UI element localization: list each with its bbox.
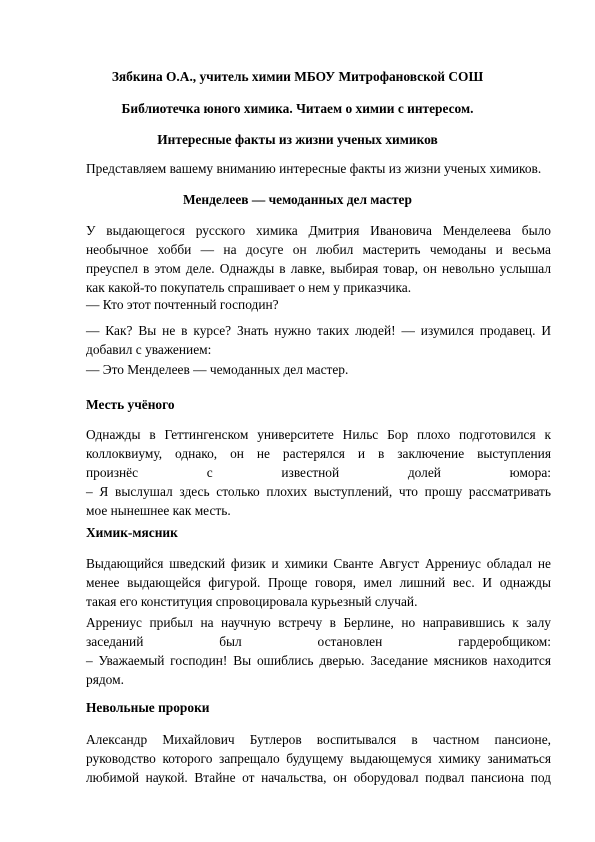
mendeleev-paragraph-4 <box>86 361 551 380</box>
text-line: необычное хобби — на досуге он любил мастерить чемоданы и весьма <box>86 242 551 257</box>
text-line: коллоквиуму, однако, он не растерялся и в заключение выступления <box>86 446 551 461</box>
series-title: Библиотечка юного химика. Читаем о химии с интересом. <box>121 101 474 116</box>
mendeleev-paragraph-1 <box>86 222 551 298</box>
document-title: Интересные факты из жизни ученых химиков <box>157 132 438 147</box>
text-line: Аррениус прибыл на научную встречу в Берлине, но направившись к залу <box>86 615 551 630</box>
text-line: любимой наукой. Втайне от начальства, он оборудовал подвал пансиона под <box>86 770 551 785</box>
text-line: рядом. <box>86 672 124 687</box>
text-line: — Кто этот почтенный господин? <box>86 297 279 312</box>
text-line: — Это Менделеев — чемоданных дел мастер. <box>86 362 349 377</box>
text-line: – Я выслушал здесь столько плохих выступлений, что прошу рассматривать <box>86 484 551 499</box>
section-title-mendeleev: Менделеев — чемоданных дел мастер <box>183 192 412 207</box>
text-line: заседаний был остановлен гардеробщиком: <box>86 634 551 649</box>
text-line: менее выдающейся фигурой. Проще говоря, имел лишний вес. И однажды <box>86 575 551 590</box>
text-line: преуспел в этом деле. Однажды в лавке, выбирая товар, он невольно услышал <box>86 261 551 276</box>
text-line: Выдающийся шведский физик и химики Сванте Август Аррениус обладал не <box>86 556 551 571</box>
text-line: Однажды в Геттингенском университете Нильс Бор плохо подготовился к <box>86 427 551 442</box>
text-line: произнёс с известной долей юмора: <box>86 465 551 480</box>
butcher-paragraph-2 <box>86 614 551 690</box>
text-line: – Уважаемый господин! Вы ошиблись дверью. Заседание мясников находится <box>86 653 551 668</box>
author-line: Зябкина О.А., учитель химии МБОУ Митрофановской СОШ <box>111 69 484 84</box>
section-title-prophets: Невольные пророки <box>86 700 210 715</box>
text-line: — Как? Вы не в курсе? Знать нужно таких людей! — изумился продавец. И <box>86 323 551 338</box>
text-line: как какой-то покупатель спрашивает о нем у приказчика. <box>86 280 412 295</box>
text-line: У выдающегося русского химика Дмитрия Ивановича Менделеева было <box>86 223 551 238</box>
text-line: руководство которого запрещало будущему выдающемуся химику заниматься <box>86 751 551 766</box>
section-title-butcher: Химик-мясник <box>86 525 178 540</box>
text-line: мое нынешнее как месть. <box>86 503 231 518</box>
section-title-revenge: Месть учёного <box>86 397 175 412</box>
text-line: добавил с уважением: <box>86 342 212 357</box>
mendeleev-paragraph-3 <box>86 322 551 360</box>
text-line: Представляем вашему вниманию интересные факты из жизни ученых химиков. <box>86 161 542 176</box>
intro-paragraph <box>86 160 556 179</box>
prophets-paragraph-1 <box>86 731 551 788</box>
revenge-paragraph-1 <box>86 426 551 521</box>
butcher-paragraph-1 <box>86 555 551 612</box>
text-line: Александр Михайлович Бутлеров воспитывался в частном пансионе, <box>86 732 551 747</box>
text-line: такая его конституция спровоцировала курьезный случай. <box>86 594 418 609</box>
mendeleev-paragraph-2 <box>86 296 551 315</box>
